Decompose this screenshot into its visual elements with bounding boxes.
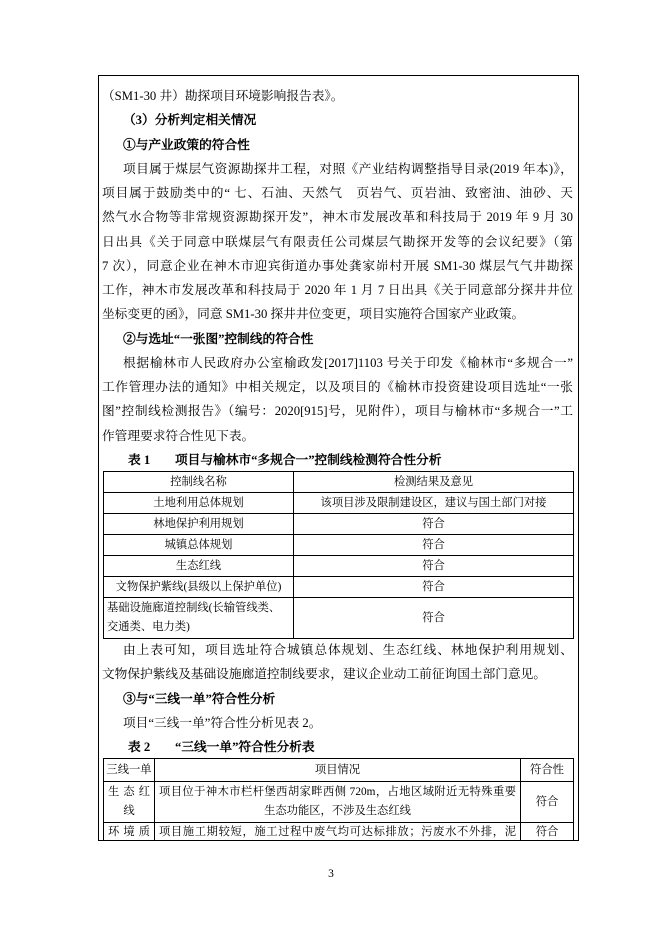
table2 bbox=[103, 758, 574, 841]
conclusion-text-block bbox=[102, 638, 573, 735]
section-heading: （3）分析判定相关情况 bbox=[123, 113, 257, 128]
cell-line: 项目施工期较短，施工过程中废气均可达标排放；污废水不外排，泥 bbox=[159, 825, 516, 838]
table2-title: “三线一单”符合性分析表 bbox=[175, 740, 315, 754]
page-number: 3 bbox=[328, 868, 334, 880]
cell-line: 环境质 bbox=[108, 825, 150, 838]
table-header-row bbox=[104, 759, 574, 782]
table1 bbox=[103, 471, 574, 639]
table-header-row bbox=[104, 472, 574, 493]
table-row bbox=[104, 782, 574, 823]
paragraph-line: 然气水合物等非常规资源勘探开发”，神木市发展改革和科技局于 2019 年 9 月 30 bbox=[102, 210, 573, 225]
table-cell bbox=[104, 598, 294, 639]
table1-title: 项目与榆林市“多规合一”控制线检测符合性分析 bbox=[175, 453, 442, 467]
table-cell: 生态红线 bbox=[104, 556, 294, 577]
table-row bbox=[104, 598, 574, 639]
table-cell: 符合 bbox=[294, 556, 574, 577]
table-cell: 符合 bbox=[294, 598, 574, 639]
table1-caption bbox=[128, 448, 441, 472]
table-cell: 符合 bbox=[294, 535, 574, 556]
cell-line: 生态功能区，不涉及生态红线 bbox=[264, 805, 411, 817]
three-lines-heading: ③与“三线一单”符合性分析 bbox=[123, 691, 276, 706]
table2-caption bbox=[128, 735, 315, 759]
cell-line: 基础设施廊道控制线(长输管线类、 bbox=[107, 602, 281, 614]
table-row bbox=[104, 535, 574, 556]
table-cell bbox=[104, 782, 155, 823]
paragraph-line: 由上表可知，项目选址符合城镇总体规划、生态红线、林地保护利用规划、 bbox=[123, 643, 573, 657]
table-header-cell: 三线一单 bbox=[104, 759, 155, 782]
paragraph-line: 根据榆林市人民政府办公室榆政发[2017]1103 号关于印发《榆林市“多规合一” bbox=[123, 355, 573, 370]
paragraph-line: 日出具《关于同意中联煤层气有限责任公司煤层气勘探开发等的会议纪要》（第 bbox=[102, 234, 573, 249]
industrial-policy-heading: ①与产业政策的符合性 bbox=[123, 137, 250, 152]
table-row bbox=[104, 556, 574, 577]
table-row bbox=[104, 493, 574, 514]
table-cell: 文物保护紫线(县级以上保护单位) bbox=[104, 577, 294, 598]
paragraph-line: 项目属于鼓励类中的“ 七、石油、天然气 页岩气、页岩油、致密油、油砂、天 bbox=[102, 186, 573, 201]
table-cell: 土地利用总体规划 bbox=[104, 493, 294, 514]
site-map-heading: ②与选址“一张图”控制线的符合性 bbox=[123, 331, 314, 346]
paragraph-line: 项目属于煤层气资源勘探井工程，对照《产业结构调整指导目录(2019 年本)》， bbox=[123, 161, 573, 176]
table-row bbox=[104, 823, 574, 841]
continuation-line: （SM1-30 井）勘探项目环境影响报告表》。 bbox=[102, 89, 344, 103]
paragraph-line: 坐标变更的函》，同意 SM1-30 探井井位变更，项目实施符合国家产业政策。 bbox=[102, 307, 525, 322]
cell-line: 生态红 bbox=[108, 786, 150, 798]
cell-line: 项目位于神木市栏杆堡西胡家畔西侧 720m，占地区域附近无特殊重要 bbox=[159, 786, 516, 798]
table-header-cell: 项目情况 bbox=[155, 759, 521, 782]
table-row bbox=[104, 514, 574, 535]
table-cell bbox=[155, 782, 521, 823]
table-cell: 林地保护利用规划 bbox=[104, 514, 294, 535]
table-row bbox=[104, 577, 574, 598]
paragraph-line: 工作，神木市发展改革和科技局于 2020 年 1 月 7 日出具《关于同意部分探井井位 bbox=[102, 283, 573, 298]
cell-line: 交通类、电力类) bbox=[107, 621, 190, 633]
cell-line: 线 bbox=[123, 805, 135, 817]
table-cell: 城镇总体规划 bbox=[104, 535, 294, 556]
table-cell bbox=[104, 823, 155, 841]
table1-label: 表 1 bbox=[128, 453, 151, 467]
paragraph-line: 作管理要求符合性见下表。 bbox=[102, 428, 255, 443]
paragraph-line: 工作管理办法的通知》中相关规定，以及项目的《榆林市投资建设项目选址“一张 bbox=[102, 380, 573, 395]
paragraph-line: 项目“三线一单”符合性分析见表 2。 bbox=[123, 715, 322, 730]
table-header-cell: 检测结果及意见 bbox=[294, 472, 574, 493]
table-cell: 符合 bbox=[521, 782, 574, 823]
analysis-text-block bbox=[102, 84, 573, 448]
table-header-cell: 控制线名称 bbox=[104, 472, 294, 493]
table-cell: 符合 bbox=[294, 514, 574, 535]
paragraph-line: 7 次），同意企业在神木市迎宾街道办事处龚家峁村开展 SM1-30 煤层气气井勘探 bbox=[102, 258, 573, 273]
table-cell: 符合 bbox=[521, 823, 574, 841]
paragraph-line: 图”控制线检测报告》（编号：2020[915]号，见附件），项目与榆林市“多规合一”工 bbox=[102, 404, 573, 419]
table-cell bbox=[155, 823, 521, 841]
table-header-cell: 符合性 bbox=[521, 759, 574, 782]
table2-label: 表 2 bbox=[128, 740, 151, 754]
table-cell: 符合 bbox=[294, 577, 574, 598]
paragraph-line: 文物保护紫线及基础设施廊道控制线要求，建议企业动工前征询国土部门意见。 bbox=[102, 667, 547, 682]
table-cell: 该项目涉及限制建设区，建议与国土部门对接 bbox=[294, 493, 574, 514]
